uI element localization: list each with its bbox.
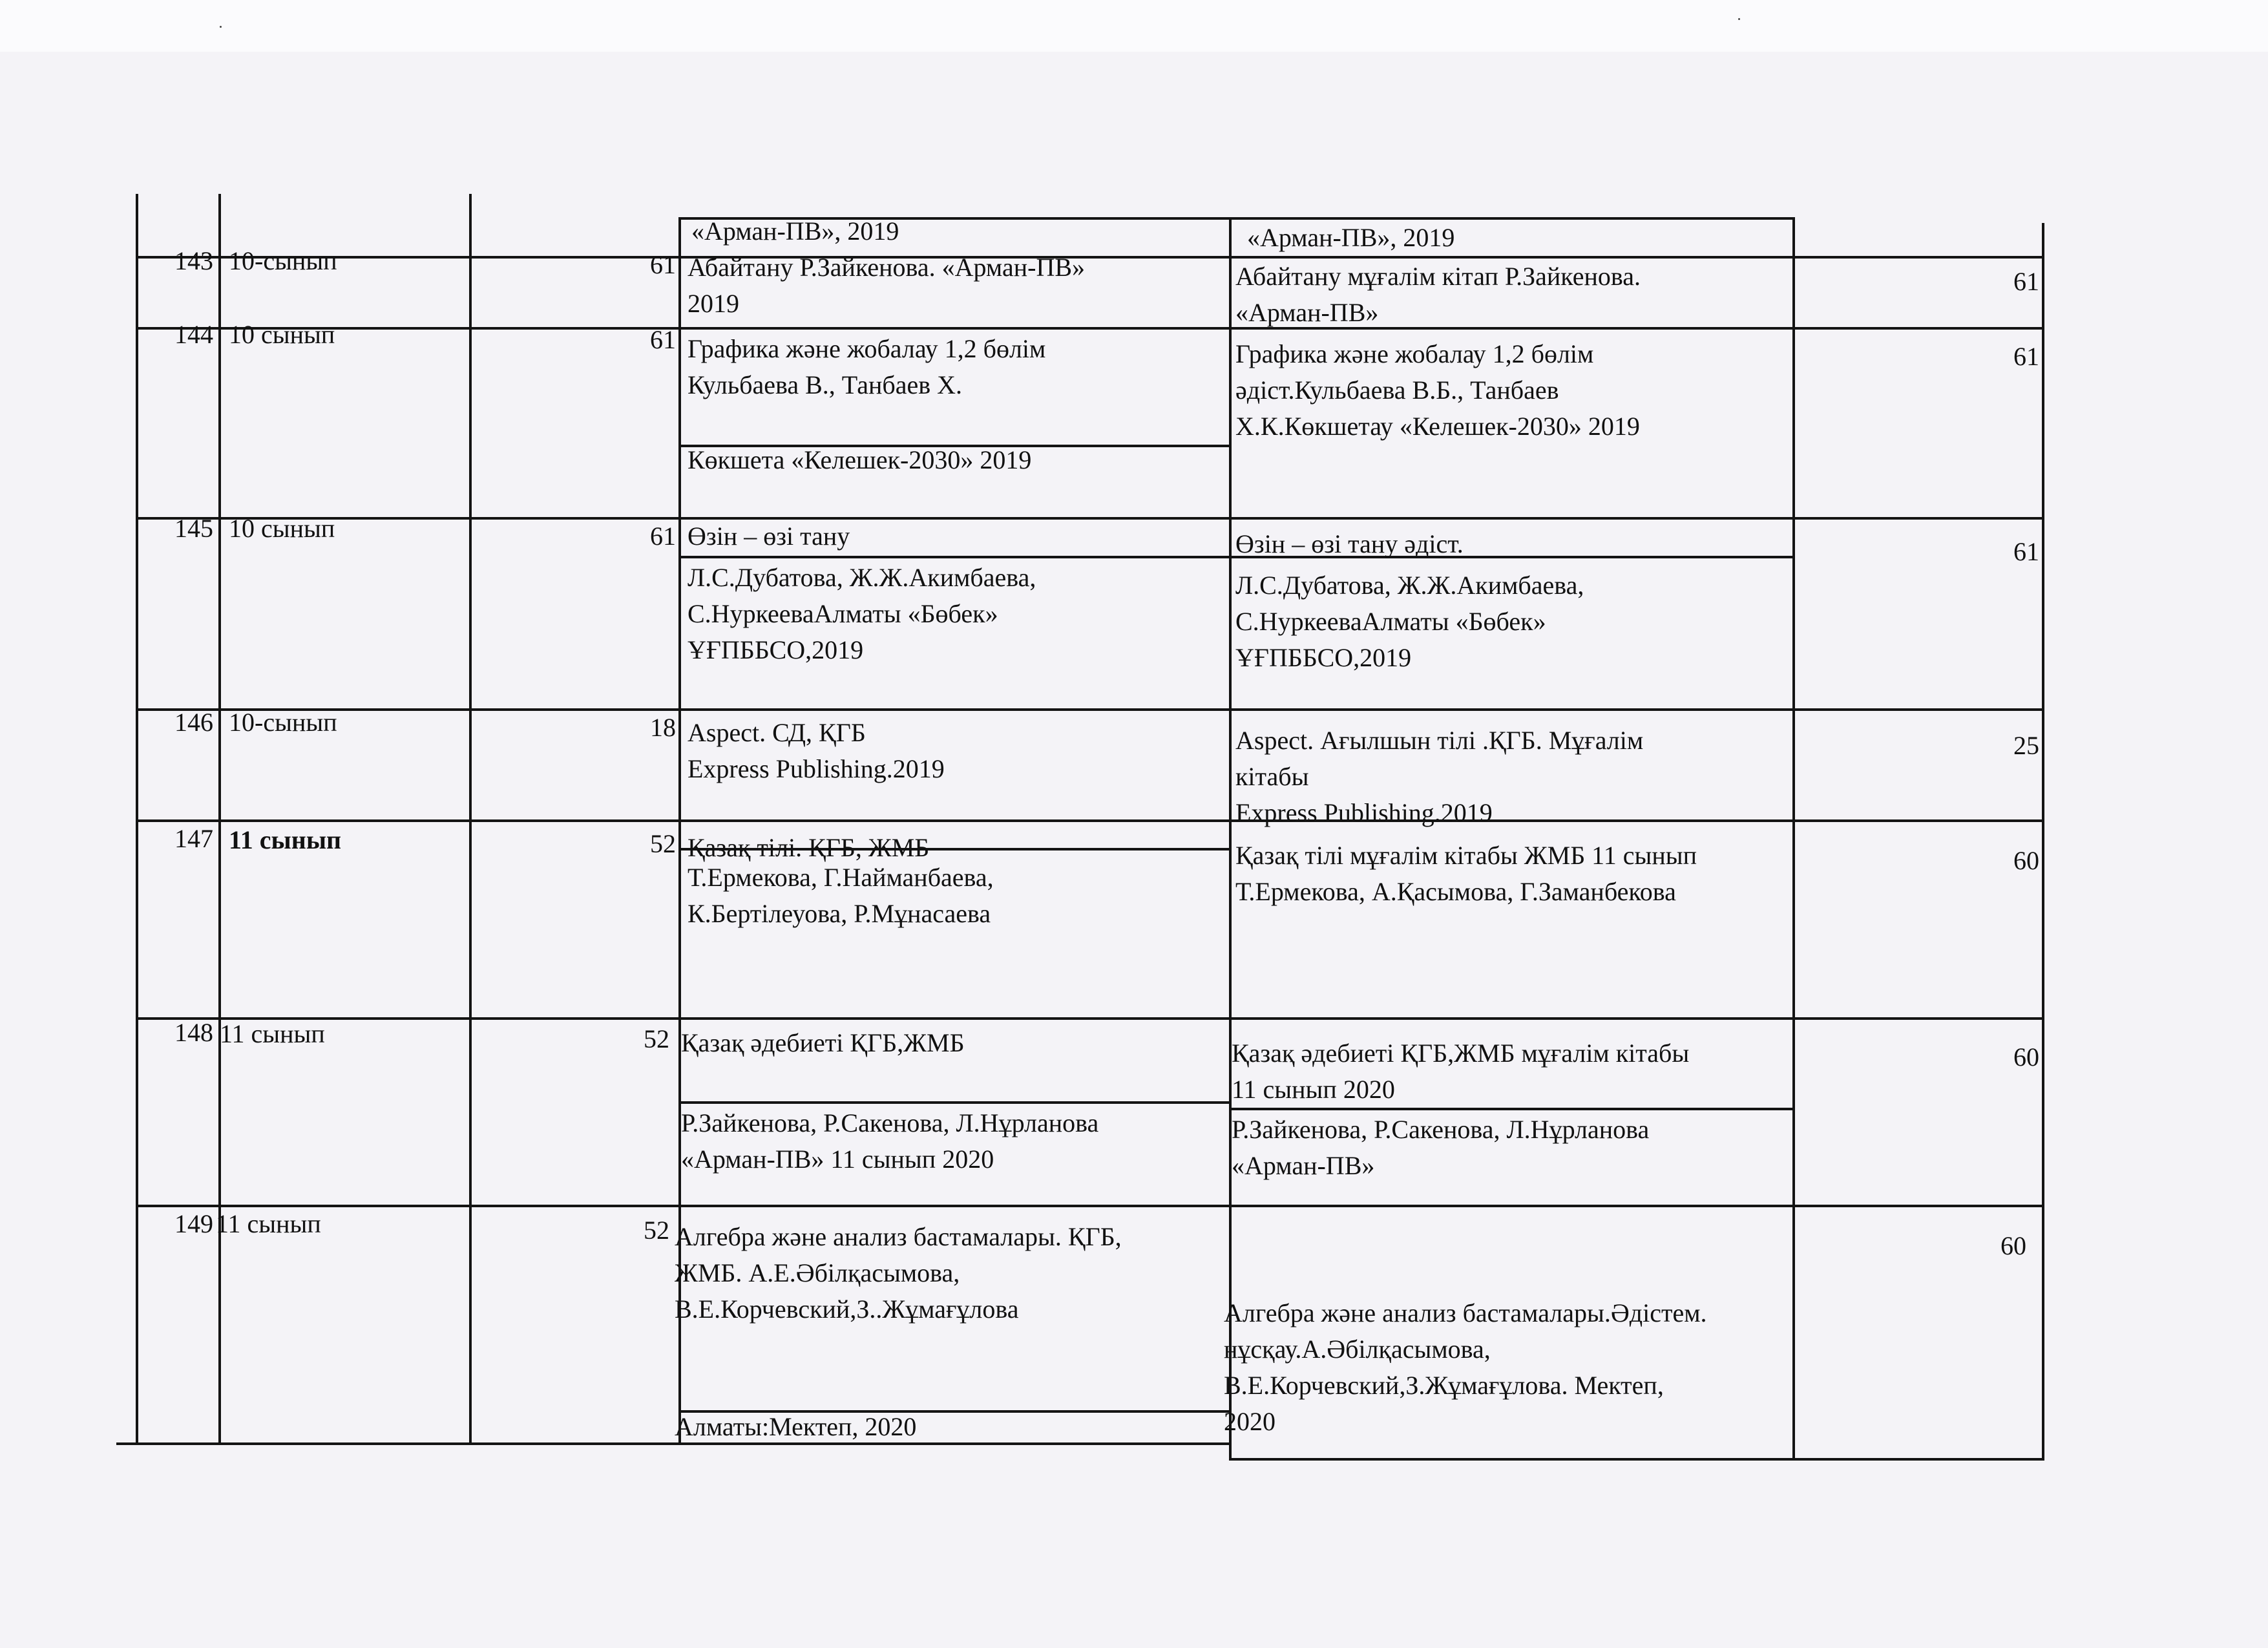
row-number: 149 bbox=[174, 1209, 213, 1238]
textbook-title: Өзін – өзі тану bbox=[688, 522, 850, 551]
guide-count: 60 bbox=[2013, 1042, 2039, 1072]
textbook-publisher: Алматы:Мектеп, 2020 bbox=[675, 1412, 917, 1441]
teacher-guide-authors: Л.С.Дубатова, Ж.Ж.Акимбаева, С.НуркееваАлматы «Бөбек» ҰҒПББСО,2019 bbox=[1235, 571, 1584, 672]
teacher-guide-title: Алгебра және анализ бастамалары.Әдістем. нұсқау.А.Әбілқасымова, В.Е.Корчевский,З.Жұмағұлова. Мектеп, 2020 bbox=[1224, 1298, 1707, 1436]
grade: 10-сынып bbox=[229, 708, 337, 737]
student-count: 61 bbox=[650, 522, 676, 551]
guide-publisher-continuation: «Арман-ПВ», 2019 bbox=[1247, 223, 1455, 252]
scan-top-margin bbox=[0, 0, 2268, 52]
grade: 11 сынып bbox=[220, 1019, 325, 1048]
row-number: 146 bbox=[174, 708, 213, 737]
table-line bbox=[1229, 217, 1232, 1461]
scan-speck bbox=[1738, 18, 1740, 20]
row-number: 144 bbox=[174, 320, 213, 349]
row-number: 143 bbox=[174, 246, 213, 275]
textbook-title: Қазақ әдебиеті ҚГБ,ЖМБ bbox=[681, 1028, 965, 1057]
grade: 10 сынып bbox=[229, 514, 335, 543]
guide-count: 61 bbox=[2013, 537, 2039, 566]
table-line bbox=[1229, 1458, 2044, 1461]
grade: 11 сынып bbox=[229, 825, 342, 854]
table-line bbox=[678, 1101, 1230, 1104]
row-number: 148 bbox=[174, 1018, 213, 1047]
teacher-guide-title: Қазақ әдебиеті ҚГБ,ЖМБ мұғалім кітабы 11 сынып 2020 bbox=[1232, 1039, 1690, 1104]
teacher-guide-authors: Р.Зайкенова, Р.Сакенова, Л.Нұрланова «Арман-ПВ» bbox=[1232, 1115, 1650, 1180]
grade: 10 сынып bbox=[229, 320, 335, 349]
textbook-title: Қазақ тілі. ҚГБ, ЖМБ bbox=[688, 833, 930, 862]
table-line bbox=[1229, 1108, 1795, 1110]
textbook-authors: Р.Зайкенова, Р.Сакенова, Л.Нұрланова «Арман-ПВ» 11 сынып 2020 bbox=[681, 1108, 1099, 1174]
guide-count: 60 bbox=[2013, 846, 2039, 875]
row-number: 147 bbox=[174, 824, 213, 853]
student-count: 52 bbox=[644, 1024, 669, 1053]
student-count: 18 bbox=[650, 713, 676, 742]
textbook-title: Алгебра және анализ бастамалары. ҚГБ, ЖМБ. А.Е.Әбілқасымова, В.Е.Корчевский,З..Жұмағұлова bbox=[675, 1222, 1122, 1324]
teacher-guide-title: Өзін – өзі тану әдіст. bbox=[1235, 529, 1464, 558]
teacher-guide-title: Қазақ тілі мұғалім кітабы ЖМБ 11 сынып Т.Ермекова, А.Қасымова, Г.Заманбекова bbox=[1235, 841, 1697, 906]
textbook-authors: Л.С.Дубатова, Ж.Ж.Акимбаева, С.НуркееваАлматы «Бөбек» ҰҒПББСО,2019 bbox=[688, 563, 1036, 664]
textbook-authors: Т.Ермекова, Г.Найманбаева, К.Бертілеуова, Р.Мұнасаева bbox=[688, 863, 994, 928]
row-number: 145 bbox=[174, 514, 213, 543]
guide-count: 61 bbox=[2013, 267, 2039, 296]
grade: 10-сынып bbox=[229, 246, 337, 275]
guide-count: 60 bbox=[2000, 1231, 2026, 1260]
textbook-publisher-continuation: «Арман-ПВ», 2019 bbox=[691, 217, 899, 246]
table-line bbox=[2042, 223, 2044, 1461]
textbook-title: Aspect. СД, ҚГБ Express Publishing.2019 bbox=[688, 718, 945, 783]
student-count: 52 bbox=[650, 829, 676, 858]
textbook-title: Абайтану Р.Зайкенова. «Арман-ПВ» 2019 bbox=[688, 253, 1086, 318]
scan-speck bbox=[220, 26, 222, 28]
teacher-guide-title: Графика және жобалау 1,2 бөлім әдіст.Кульбаева В.Б., Танбаев Х.К.Көкшетау «Келешек-2030» 2019 bbox=[1235, 339, 1640, 441]
teacher-guide-title: Абайтану мұғалім кітап Р.Зайкенова. «Арман-ПВ» bbox=[1235, 262, 1641, 327]
student-count: 52 bbox=[644, 1216, 669, 1245]
guide-count: 25 bbox=[2013, 731, 2039, 760]
table-line bbox=[1792, 217, 1795, 1461]
grade: 11 сынып bbox=[216, 1209, 321, 1238]
guide-count: 61 bbox=[2013, 342, 2039, 371]
textbook-title: Графика және жобалау 1,2 бөлім Кульбаева В., Танбаев Х. bbox=[688, 334, 1046, 399]
textbook-publisher: Көкшета «Келешек-2030» 2019 bbox=[688, 445, 1032, 474]
teacher-guide-title: Aspect. Ағылшын тілі .ҚГБ. Мұғалім кітабы Express Publishing.2019 bbox=[1235, 726, 1644, 827]
student-count: 61 bbox=[650, 250, 676, 279]
student-count: 61 bbox=[650, 325, 676, 354]
